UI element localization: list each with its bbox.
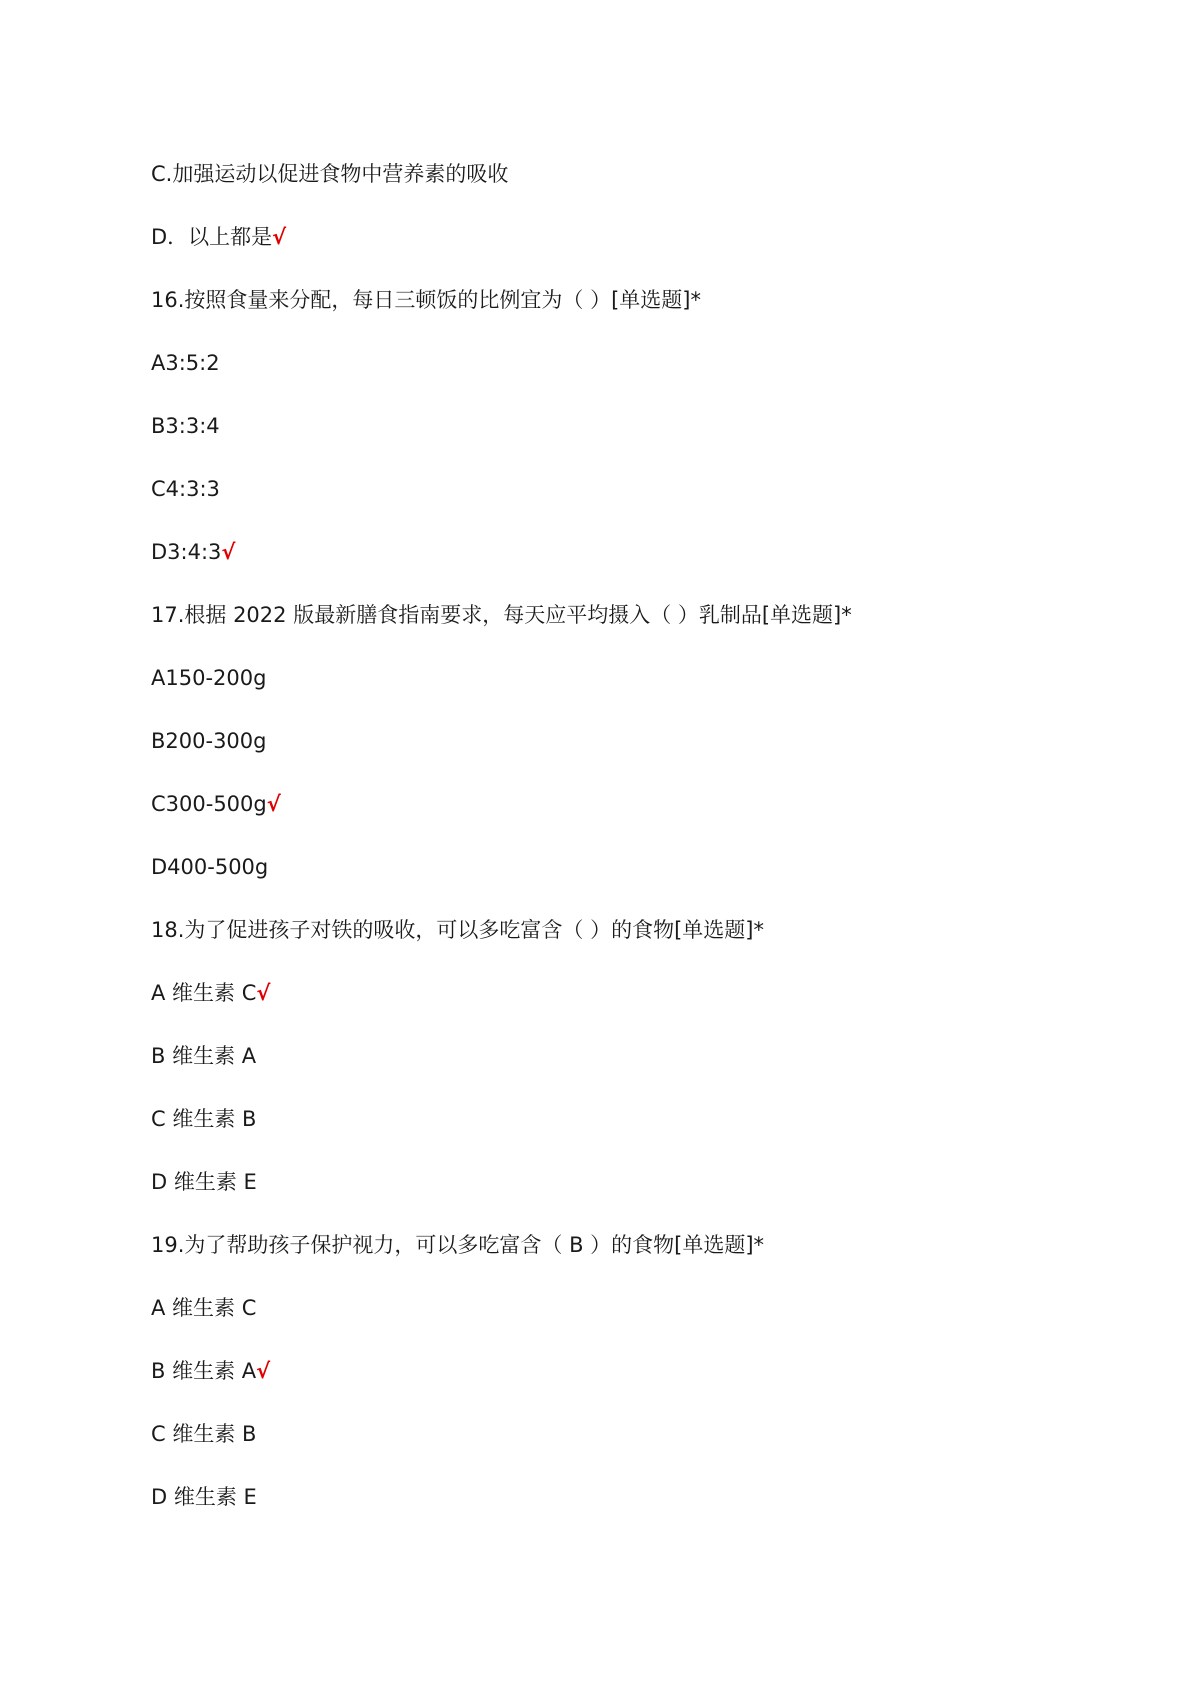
- option-line: [151, 1035, 1111, 1098]
- option-line: [151, 1413, 1111, 1476]
- option-line: [151, 531, 1111, 594]
- option-line: [151, 1476, 1111, 1539]
- option-line: [151, 846, 1111, 909]
- option-line: [151, 216, 1111, 279]
- option-line: [151, 405, 1111, 468]
- question-line: [151, 594, 1111, 657]
- line-text: C 维生素 B: [151, 1422, 257, 1446]
- option-line: [151, 657, 1111, 720]
- option-line: [151, 972, 1111, 1035]
- option-line: [151, 1350, 1111, 1413]
- option-line: [151, 1098, 1111, 1161]
- correct-mark: √: [221, 540, 236, 564]
- line-text: B200-300g: [151, 729, 267, 753]
- line-text: D．以上都是: [151, 225, 273, 249]
- line-text: 18.为了促进孩子对铁的吸收，可以多吃富含（ ）的食物[单选题]*: [151, 918, 764, 942]
- line-text: 16.按照食量来分配，每日三顿饭的比例宜为（ ）[单选题]*: [151, 288, 701, 312]
- option-line: [151, 1287, 1111, 1350]
- correct-mark: √: [272, 225, 287, 249]
- line-text: B3:3:4: [151, 414, 220, 438]
- line-text: D400-500g: [151, 855, 269, 879]
- option-line: [151, 468, 1111, 531]
- line-text: C 维生素 B: [151, 1107, 257, 1131]
- line-text: C300-500g: [151, 792, 267, 816]
- line-text: D3:4:3: [151, 540, 222, 564]
- line-text: D 维生素 E: [151, 1170, 257, 1194]
- line-text: 17.根据 2022 版最新膳食指南要求，每天应平均摄入（ ）乳制品[单选题]*: [151, 603, 852, 627]
- line-text: A 维生素 C: [151, 1296, 257, 1320]
- line-text: B 维生素 A: [151, 1359, 257, 1383]
- correct-mark: √: [256, 1359, 271, 1383]
- line-text: A3:5:2: [151, 351, 220, 375]
- option-line: [151, 783, 1111, 846]
- question-line: [151, 1224, 1111, 1287]
- correct-mark: √: [256, 981, 271, 1005]
- option-line: [151, 1161, 1111, 1224]
- correct-mark: √: [266, 792, 281, 816]
- line-text: A 维生素 C: [151, 981, 257, 1005]
- option-line: [151, 720, 1111, 783]
- line-text: A150-200g: [151, 666, 267, 690]
- quiz-content: [151, 153, 1111, 1539]
- question-line: [151, 909, 1111, 972]
- option-line: [151, 153, 1111, 216]
- line-text: D 维生素 E: [151, 1485, 257, 1509]
- line-text: B 维生素 A: [151, 1044, 257, 1068]
- option-line: [151, 342, 1111, 405]
- line-text: C.加强运动以促进食物中营养素的吸收: [151, 162, 509, 186]
- question-line: [151, 279, 1111, 342]
- line-text: 19.为了帮助孩子保护视力，可以多吃富含（ B ）的食物[单选题]*: [151, 1233, 765, 1257]
- line-text: C4:3:3: [151, 477, 220, 501]
